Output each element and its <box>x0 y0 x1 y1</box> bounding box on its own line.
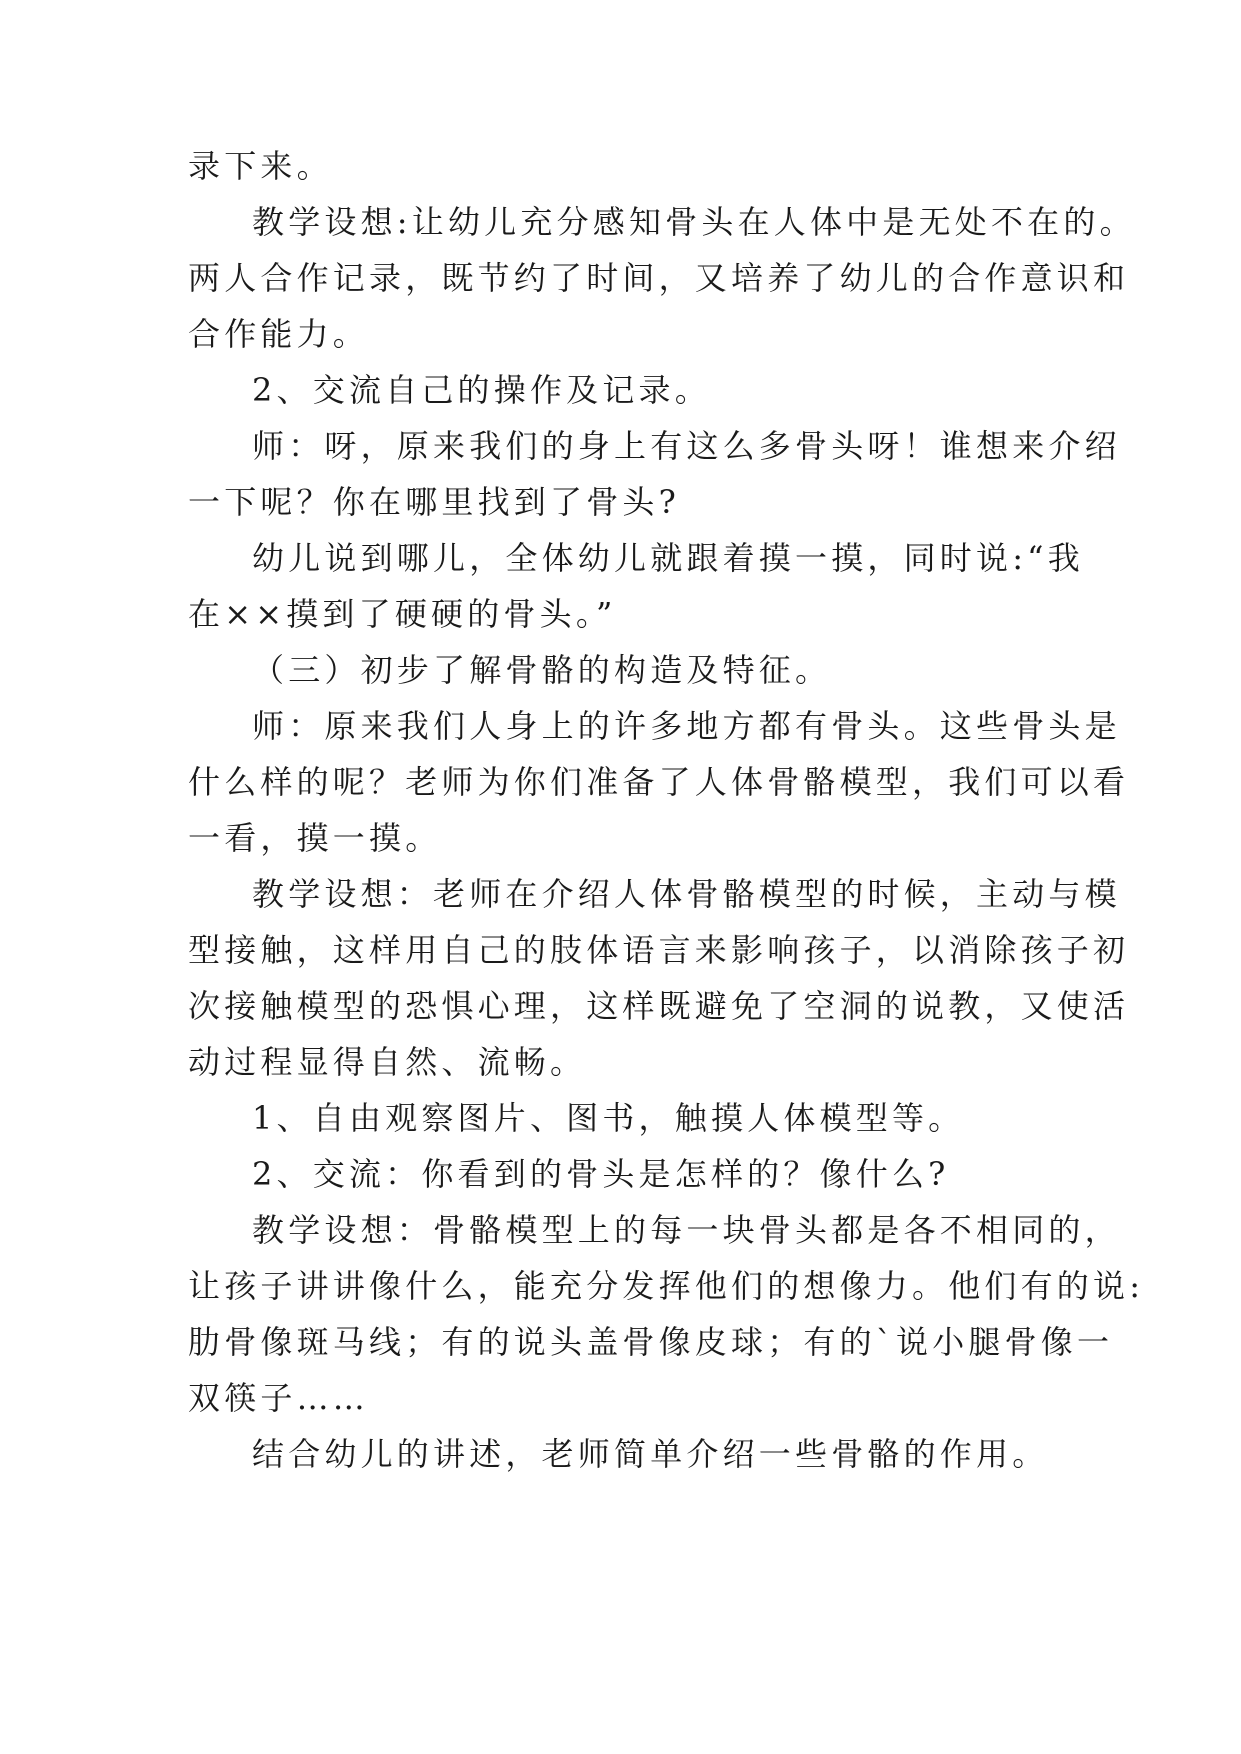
text-line-14: 教学设想：老师在介绍人体骨骼模型的时候，主动与模 <box>252 875 1121 913</box>
text-line-23: 双筷子…… <box>188 1379 370 1417</box>
text-line-21: 让孩子讲讲像什么，能充分发挥他们的想像力。他们有的说: <box>188 1267 1145 1305</box>
text-line-8: 幼儿说到哪儿，全体幼儿就跟着摸一摸，同时说:“我 <box>252 539 1084 577</box>
text-line-5: 2、交流自己的操作及记录。 <box>252 371 711 409</box>
text-line-24: 结合幼儿的讲述，老师简单介绍一些骨骼的作用。 <box>252 1435 1049 1473</box>
text-line-22: 肋骨像斑马线；有的说头盖骨像皮球；有的`说小腿骨像一 <box>188 1323 1114 1361</box>
text-line-10: （三）初步了解骨骼的构造及特征。 <box>252 651 832 689</box>
text-line-6: 师：呀，原来我们的身上有这么多骨头呀！谁想来介绍 <box>252 427 1121 465</box>
text-line-20: 教学设想：骨骼模型上的每一块骨头都是各不相同的， <box>252 1211 1121 1249</box>
text-line-9: 在××摸到了硬硬的骨头。” <box>188 595 617 633</box>
text-line-13: 一看，摸一摸。 <box>188 819 442 857</box>
text-line-12: 什么样的呢？老师为你们准备了人体骨骼模型，我们可以看 <box>188 763 1130 801</box>
text-line-18: 1、自由观察图片、图书，触摸人体模型等。 <box>252 1099 965 1137</box>
text-line-1: 录下来。 <box>188 147 333 185</box>
text-line-2: 教学设想:让幼儿充分感知骨头在人体中是无处不在的。 <box>252 203 1136 241</box>
text-line-17: 动过程显得自然、流畅。 <box>188 1043 587 1081</box>
text-line-11: 师：原来我们人身上的许多地方都有骨头。这些骨头是 <box>252 707 1121 745</box>
text-line-3: 两人合作记录，既节约了时间，又培养了幼儿的合作意识和 <box>188 259 1130 297</box>
text-line-19: 2、交流：你看到的骨头是怎样的？像什么? <box>252 1155 950 1193</box>
text-line-15: 型接触，这样用自己的肢体语言来影响孩子，以消除孩子初 <box>188 931 1130 969</box>
text-line-16: 次接触模型的恐惧心理，这样既避免了空洞的说教，又使活 <box>188 987 1130 1025</box>
text-line-4: 合作能力。 <box>188 315 370 353</box>
text-line-7: 一下呢？你在哪里找到了骨头? <box>188 483 680 521</box>
